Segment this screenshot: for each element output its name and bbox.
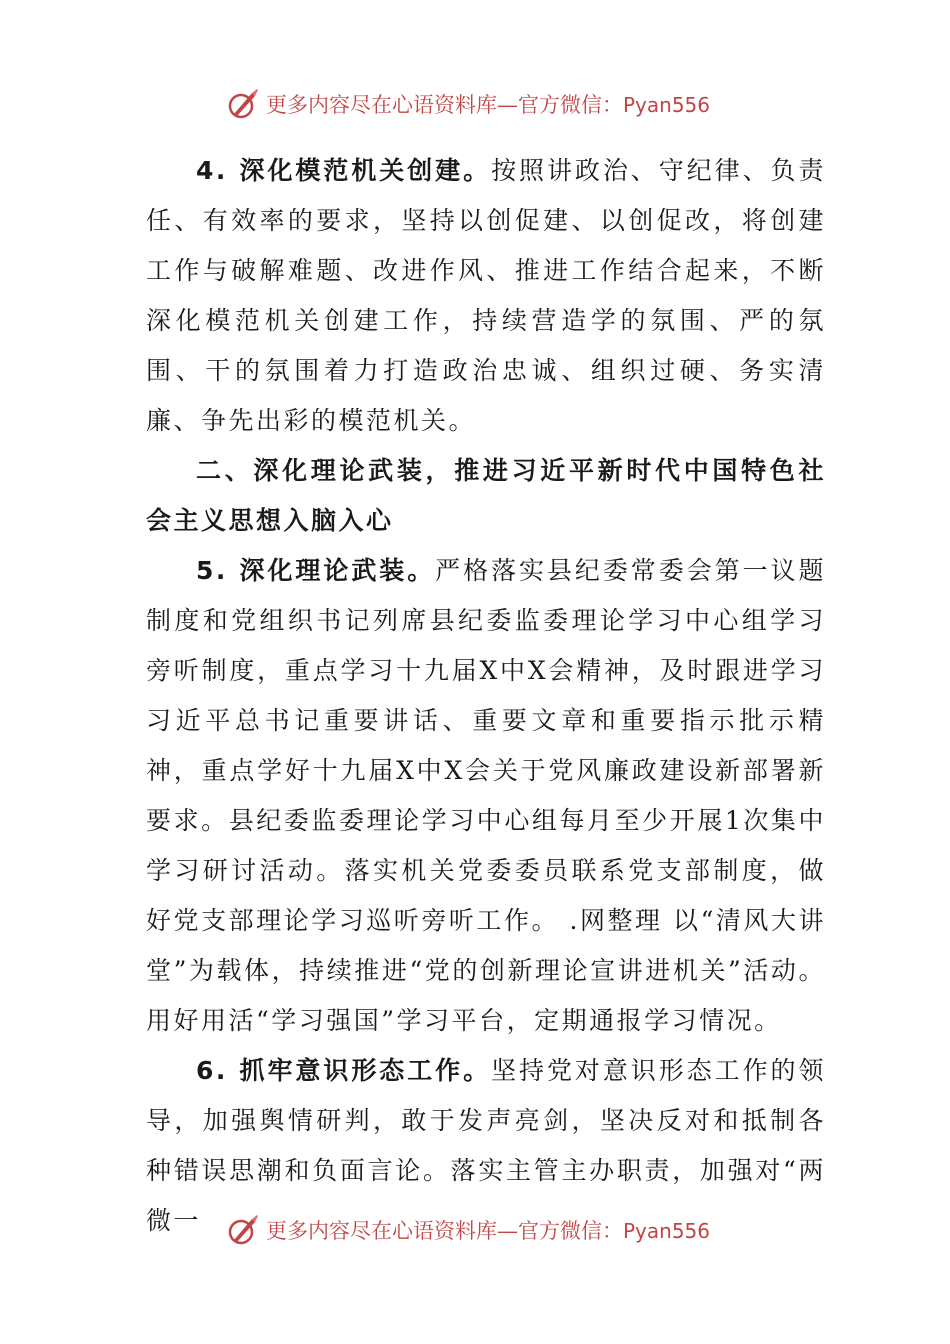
- pen-logo-icon: [226, 1213, 260, 1247]
- watermark-text: 更多内容尽在心语资料库—官方微信：Pyan556: [266, 1219, 711, 1243]
- pen-logo-icon: [226, 87, 260, 121]
- watermark-text: 更多内容尽在心语资料库—官方微信：Pyan556: [266, 93, 711, 117]
- header-watermark: [226, 82, 710, 126]
- footer-watermark: [226, 1208, 710, 1252]
- paragraph-5: 5. 深化理论武装。严格落实县纪委常委会第一议题制度和党组织书记列席县纪委监委理论学习中心组学习旁听制度，重点学习十九届X中X会精神，及时跟进学习习近平总书记重要讲话、重要文章和重要指示批示精神，重点学好十九届X中X会关于党风廉政建设新部署新要求。县纪委监委理论学习中心组每月至少开展1次集中学习研讨活动。落实机关党委委员联系党支部制度，做好党支部理论学习巡听旁听工作。 .网整理 以“清风大讲堂”为载体，持续推进“党的创新理论宣讲进机关”活动。用好用活“学习强国”学习平台，定期通报学习情况。: [146, 556, 826, 1035]
- paragraph-6: 6. 抓牢意识形态工作。坚持党对意识形态工作的领导，加强舆情研判，敢于发声亮剑，坚决反对和抵制各种错误思潮和负面言论。落实主管主办职责，加强对“两微一: [146, 1056, 826, 1235]
- paragraph-4: 4. 深化模范机关创建。按照讲政治、守纪律、负责任、有效率的要求，坚持以创促建、以创促改，将创建工作与破解难题、改进作风、推进工作结合起来，不断深化模范机关创建工作，持续营造学的氛围、严的氛围、干的氛围着力打造政治忠诚、组织过硬、务实清廉、争先出彩的模范机关。: [146, 156, 826, 435]
- document-body: [146, 146, 826, 1246]
- section-heading-2: 二、深化理论武装，推进习近平新时代中国特色社会主义思想入脑入心: [146, 456, 826, 535]
